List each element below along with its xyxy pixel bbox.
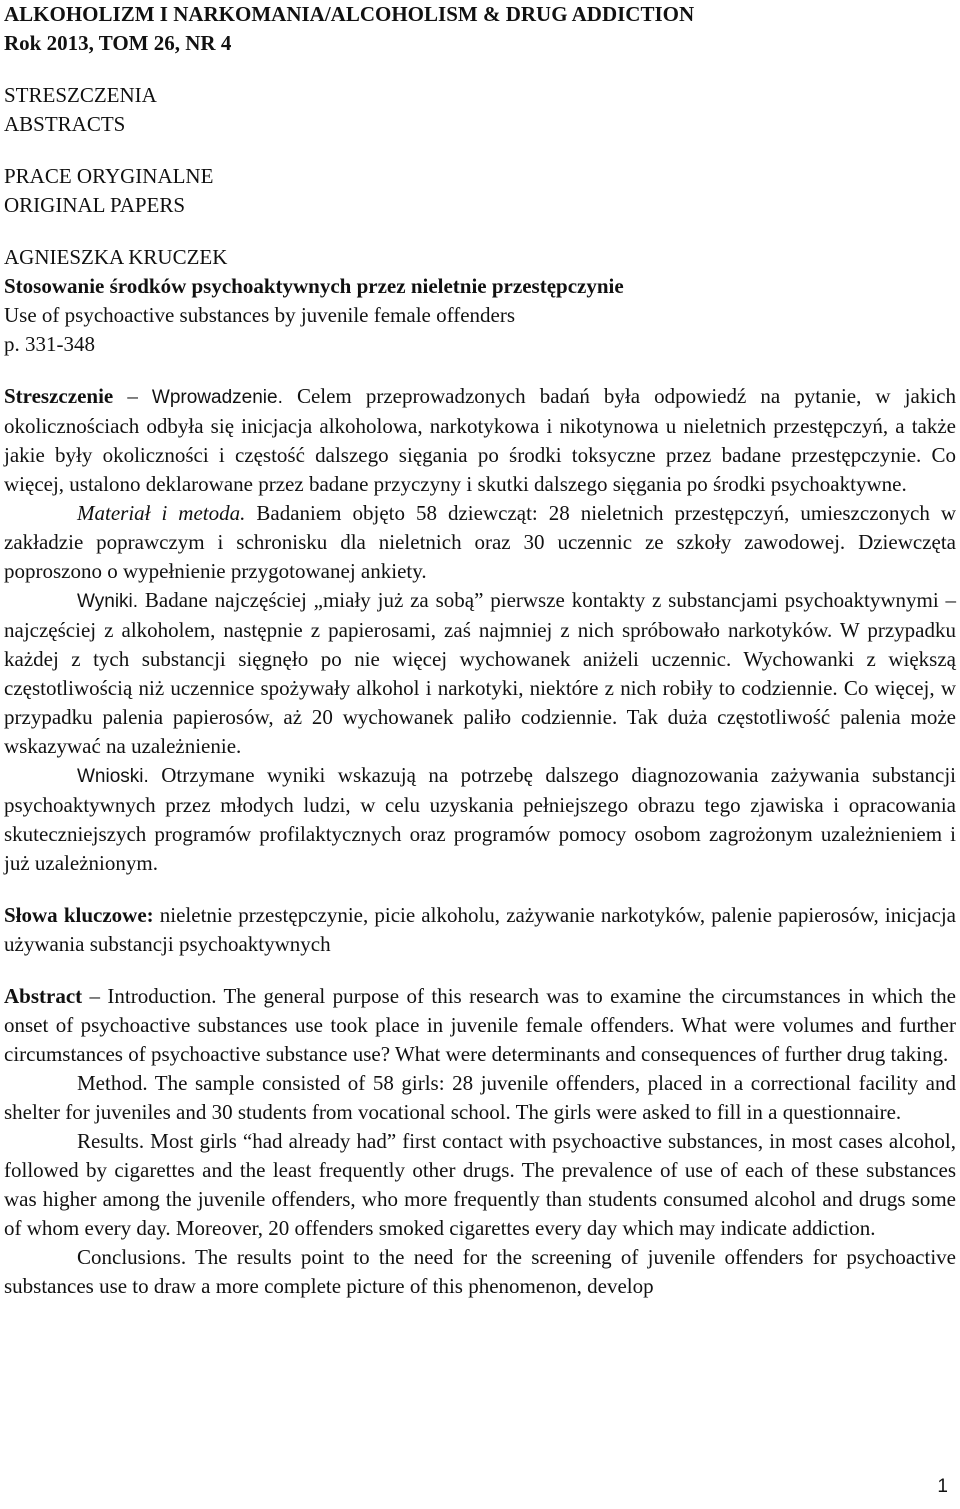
streszczenie-intro-text: Celem przeprowadzonych badań była odpowiedź na pytanie, w jakich okolicznościach odbyła się inicjacja alkoholowa, narkotykowa i nikotynowa u nieletnich przestępczyń, a także jakie były okoliczności i częstość dalszego sięgania po środki toksyczne przez badane przestępczynie. Co więcej, ustalono deklarowane przez badane przyczyny i skutki dalszego sięgania po środki psychoaktywne.	[4, 384, 956, 496]
journal-issue: Rok 2013, TOM 26, NR 4	[4, 31, 232, 55]
journal-title: ALKOHOLIZM I NARKOMANIA/ALCOHOLISM & DRUG ADDICTION	[4, 2, 695, 26]
streszczenie-conclusions-paragraph	[4, 761, 956, 878]
abstract-intro-text: The general purpose of this research was to examine the circumstances in which the onset of psychoactive substances use took place in juvenile female offenders. What were volumes and further circumstances of psychoactive substance use? What were determinants and consequences of further drug taking.	[4, 984, 957, 1066]
abstract-method-text: The sample consisted of 58 girls: 28 juvenile offenders, placed in a correctional facility and shelter for juveniles and 30 students from vocational school. The girls were asked to fill in a questionnaire.	[4, 1071, 956, 1124]
streszczenie-results-paragraph	[4, 586, 956, 761]
article-title-pl: Stosowanie środków psychoaktywnych przez nieletnie przestępczynie	[4, 274, 624, 298]
section-title-pl: STRESZCZENIA	[4, 83, 157, 107]
category-pl: PRACE ORYGINALNE	[4, 164, 214, 188]
article-title-en: Use of psychoactive substances by juvenile female offenders	[4, 303, 516, 327]
abstract-conclusions-paragraph	[4, 1243, 956, 1301]
abstract-method-label: Method.	[77, 1071, 148, 1095]
page-number: 1	[937, 1476, 948, 1497]
streszczenie-conclusions-text: Otrzymane wyniki wskazują na potrzebę dalszego diagnozowania zażywania substancji psychoaktywnych przez młodych ludzi, w celu uzyskania pełniejszego obrazu tego zjawiska i opracowania skuteczniejszych programów profilaktycznych oraz programów pomocy osobom zagrożonym uzależnieniem i już uzależnionym.	[4, 763, 956, 875]
keywords-label: Słowa kluczowe:	[4, 903, 154, 927]
abstract-intro-paragraph	[4, 982, 956, 1069]
keywords-paragraph	[4, 901, 956, 959]
streszczenie-dash: –	[113, 384, 152, 408]
abstract-dash: –	[82, 984, 108, 1008]
streszczenie-conclusions-label: Wnioski.	[77, 766, 149, 787]
abstract-intro-label: Introduction.	[107, 984, 217, 1008]
category-en: ORIGINAL PAPERS	[4, 193, 186, 217]
streszczenie-method-label: Materiał i metoda.	[77, 501, 246, 525]
keywords-text: nieletnie przestępczynie, picie alkoholu, zażywanie narkotyków, palenie papierosów, inicjacja używania substancji psychoaktywnych	[4, 903, 956, 956]
streszczenie-method-text: Badaniem objęto 58 dziewcząt: 28 nieletnich przestępczyń, umieszczonych w zakładzie poprawczym i schronisku dla nieletnich oraz 30 uczennic ze szkoły zawodowej. Dziewczęta poproszono o wypełnienie przygotowanej ankiety.	[4, 501, 956, 583]
abstract-results-paragraph	[4, 1127, 956, 1243]
streszczenie-label: Streszczenie	[4, 384, 114, 408]
abstract-label: Abstract	[4, 984, 83, 1008]
streszczenie-intro-paragraph	[4, 382, 956, 499]
document-page	[4, 0, 956, 1301]
abstract-results-text: Most girls “had already had” first contact with psychoactive substances, in most cases alcohol, followed by cigarettes and the least frequently other drugs. The prevalence of use of each of these substances was higher among the juvenile offenders, who more frequently than students consumed alcohol and drugs some of whom every day. Moreover, 20 offenders smoked cigarettes every day which may indicate addiction.	[4, 1129, 956, 1240]
abstract-results-label: Results.	[77, 1129, 145, 1153]
article-author: AGNIESZKA KRUCZEK	[4, 245, 228, 269]
article-pages: p. 331-348	[4, 332, 95, 356]
streszczenie-intro-label: Wprowadzenie.	[151, 387, 283, 408]
streszczenie-method-paragraph	[4, 499, 956, 586]
abstract-conclusions-text: The results point to the need for the screening of juvenile offenders for psychoactive substances use to draw a more complete picture of this phenomenon, develop	[4, 1245, 956, 1298]
abstract-conclusions-label: Conclusions.	[77, 1245, 187, 1269]
abstract-method-paragraph	[4, 1069, 956, 1127]
section-title-en: ABSTRACTS	[4, 112, 126, 136]
streszczenie-results-label: Wyniki.	[77, 591, 139, 612]
streszczenie-results-text: Badane najczęściej „miały już za sobą” pierwsze kontakty z substancjami psychoaktywnymi – najczęściej z alkoholem, następnie z papierosami, zaś najmniej z nich spróbowało narkotyków. W przypadku każdej z tych substancji sięgnęło po nie więcej wychowanek aniżeli uczennic. Wychowanki z większą częstotliwością niż uczennice spożywały alkohol i narkotyki, niektóre z nich robiły to codziennie. Co więcej, w przypadku palenia papierosów, aż 20 wychowanek paliło codziennie. Tak duża częstotliwość palenia może wskazywać na uzależnienie.	[4, 588, 956, 758]
